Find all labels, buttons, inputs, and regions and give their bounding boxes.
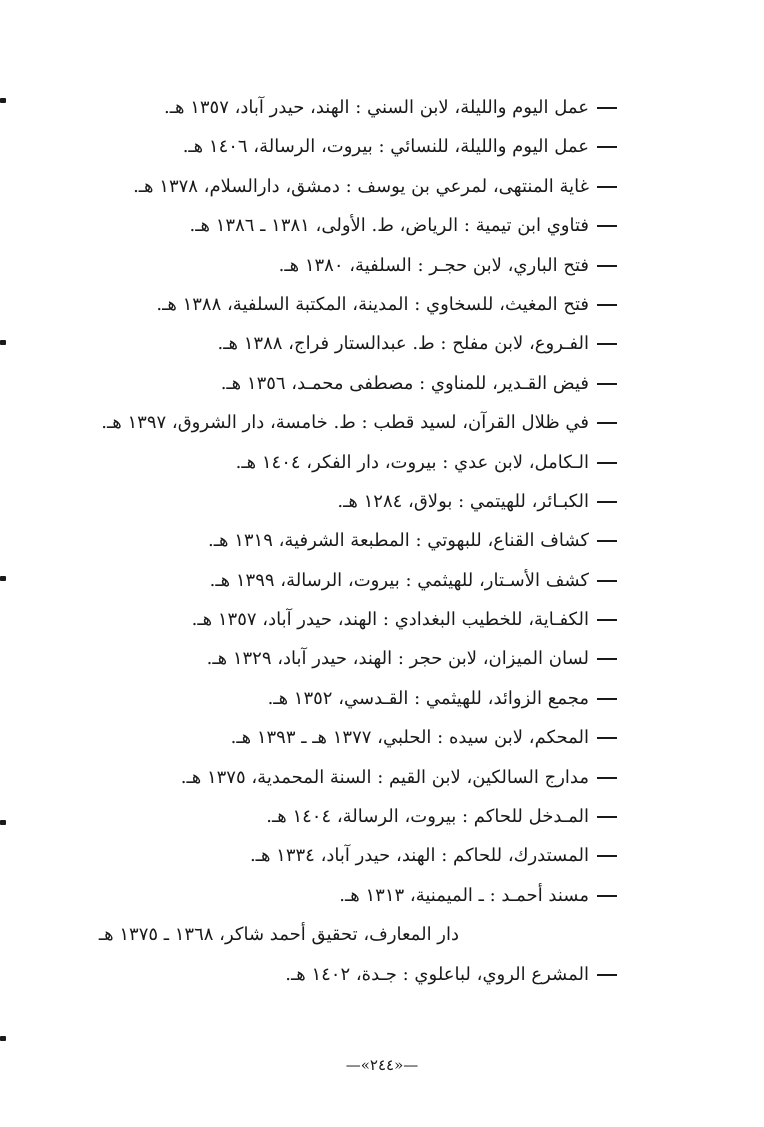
entry-dash [589, 127, 764, 166]
entry-dash [589, 639, 764, 678]
entry-dash [589, 718, 764, 757]
dash-line [597, 737, 617, 739]
bibliography-entry [0, 482, 764, 521]
margin-mark [0, 340, 6, 345]
dash-line [597, 107, 617, 109]
bibliography-entry [0, 127, 764, 166]
entry-dash [589, 955, 764, 994]
bibliography-entry [0, 561, 764, 600]
page-number: —«٢٤٤»— [345, 1056, 419, 1074]
entry-text: الكفـاية، للخطيب البغدادي : الهند، حيدر آباد، ١٣٥٧ هـ. [191, 609, 589, 631]
bibliography-entry [0, 521, 764, 560]
dash-line [597, 580, 617, 582]
bibliography-entry [0, 324, 764, 363]
bibliography-entry [0, 679, 764, 718]
bibliography-entry-continuation [0, 915, 764, 954]
dash-line [597, 343, 617, 345]
entry-dash [589, 876, 764, 915]
entry-text: المـدخل للحاكم : بيروت، الرسالة، ١٤٠٤ هـ. [266, 806, 589, 828]
entry-text: المحكم، لابن سيده : الحلبي، ١٣٧٧ هـ ـ ١٣٩٣ هـ. [230, 727, 589, 749]
dash-line [597, 658, 617, 660]
entry-dash [589, 403, 764, 442]
entry-text: مجمع الزوائد، للهيثمي : القـدسي، ١٣٥٢ هـ. [267, 687, 589, 709]
bibliography-entry [0, 364, 764, 403]
entry-text: فتح الباري، لابن حجـر : السلفية، ١٣٨٠ هـ. [278, 254, 589, 276]
entry-text: كشف الأسـتار، للهيثمي : بيروت، الرسالة، ١٣٩٩ هـ. [209, 569, 589, 591]
bibliography-list [0, 88, 764, 994]
dash-line [597, 304, 617, 306]
dash-line [597, 146, 617, 148]
entry-text: عمل اليوم والليلة، للنسائي : بيروت، الرسالة، ١٤٠٦ هـ. [182, 136, 589, 158]
entry-dash [589, 246, 764, 285]
bibliography-entry [0, 285, 764, 324]
entry-dash [589, 88, 764, 127]
dash-line [597, 462, 617, 464]
dash-line [597, 265, 617, 267]
entry-text: كشاف القناع، للبهوتي : المطبعة الشرفية، ١٣١٩ هـ. [208, 530, 589, 552]
entry-text: عمل اليوم والليلة، لابن السني : الهند، حيدر آباد، ١٣٥٧ هـ. [163, 97, 589, 118]
dash-line [597, 186, 617, 188]
bibliography-entry [0, 403, 764, 442]
entry-text: في ظلال القرآن، لسيد قطب : ط. خامسة، دار الشروق، ١٣٩٧ هـ. [101, 412, 589, 434]
entry-dash [589, 206, 764, 245]
dash-line [597, 501, 617, 503]
bibliography-entry [0, 797, 764, 836]
bibliography-entry [0, 167, 764, 206]
dash-line [597, 540, 617, 542]
margin-mark [0, 98, 6, 103]
entry-text: المستدرك، للحاكم : الهند، حيدر آباد، ١٣٣٤ هـ. [249, 845, 589, 867]
entry-dash [589, 797, 764, 836]
bibliography-entry [0, 600, 764, 639]
entry-text: لسان الميزان، لابن حجر : الهند، حيدر آباد، ١٣٢٩ هـ. [206, 648, 589, 670]
dash-line [597, 974, 617, 976]
entry-dash [589, 167, 764, 206]
dash-line [597, 895, 617, 897]
entry-text: دار المعارف، تحقيق أحمد شاكر، ١٣٦٨ ـ ١٣٧٥ هـ [98, 924, 459, 946]
bibliography-entry [0, 836, 764, 875]
entry-text: الـكامل، لابن عدي : بيروت، دار الفكر، ١٤٠٤ هـ. [235, 451, 589, 473]
entry-text: غاية المنتهى، لمرعي بن يوسف : دمشق، دارالسلام، ١٣٧٨ هـ. [133, 175, 589, 197]
dash-line [597, 816, 617, 818]
dash-line [597, 383, 617, 385]
margin-mark [0, 576, 6, 581]
dash-line [597, 225, 617, 227]
margin-mark [0, 820, 6, 825]
entry-dash [589, 758, 764, 797]
entry-text: الفـروع، لابن مفلح : ط. عبدالستار فراج، ١٣٨٨ هـ. [217, 333, 589, 355]
bibliography-entry [0, 206, 764, 245]
entry-dash [589, 324, 764, 363]
entry-dash [589, 482, 764, 521]
entry-dash [589, 561, 764, 600]
entry-text: المشرع الروي، لباعلوي : جـدة، ١٤٠٢ هـ. [285, 963, 589, 985]
bibliography-entry [0, 88, 764, 127]
dash-line [597, 698, 617, 700]
entry-text: فيض القـدير، للمناوي : مصطفى محمـد، ١٣٥٦ هـ. [220, 372, 589, 394]
entry-text: مدارج السالكين، لابن القيم : السنة المحمدية، ١٣٧٥ هـ. [180, 766, 589, 788]
entry-dash [589, 679, 764, 718]
bibliography-entry [0, 639, 764, 678]
entry-dash [589, 443, 764, 482]
entry-dash [589, 364, 764, 403]
entry-dash [589, 600, 764, 639]
entry-text: مسند أحمـد : ـ الميمنية، ١٣١٣ هـ. [339, 884, 589, 906]
bibliography-entry [0, 246, 764, 285]
bibliography-entry [0, 955, 764, 994]
entry-text: الكبـائر، للهيتمي : بولاق، ١٢٨٤ هـ. [337, 490, 589, 512]
bibliography-entry [0, 443, 764, 482]
bibliography-entry [0, 718, 764, 757]
entry-dash [589, 521, 764, 560]
entry-dash [589, 285, 764, 324]
entry-dash [589, 836, 764, 875]
bibliography-entry [0, 876, 764, 915]
margin-mark [0, 1036, 6, 1041]
entry-text: فتح المغيث، للسخاوي : المدينة، المكتبة السلفية، ١٣٨٨ هـ. [156, 293, 589, 315]
entry-text: فتاوي ابن تيمية : الرياض، ط. الأولى، ١٣٨١ ـ ١٣٨٦ هـ. [189, 215, 589, 237]
dash-line [597, 777, 617, 779]
dash-line [597, 855, 617, 857]
dash-line [597, 422, 617, 424]
bibliography-entry [0, 758, 764, 797]
dash-line [597, 619, 617, 621]
